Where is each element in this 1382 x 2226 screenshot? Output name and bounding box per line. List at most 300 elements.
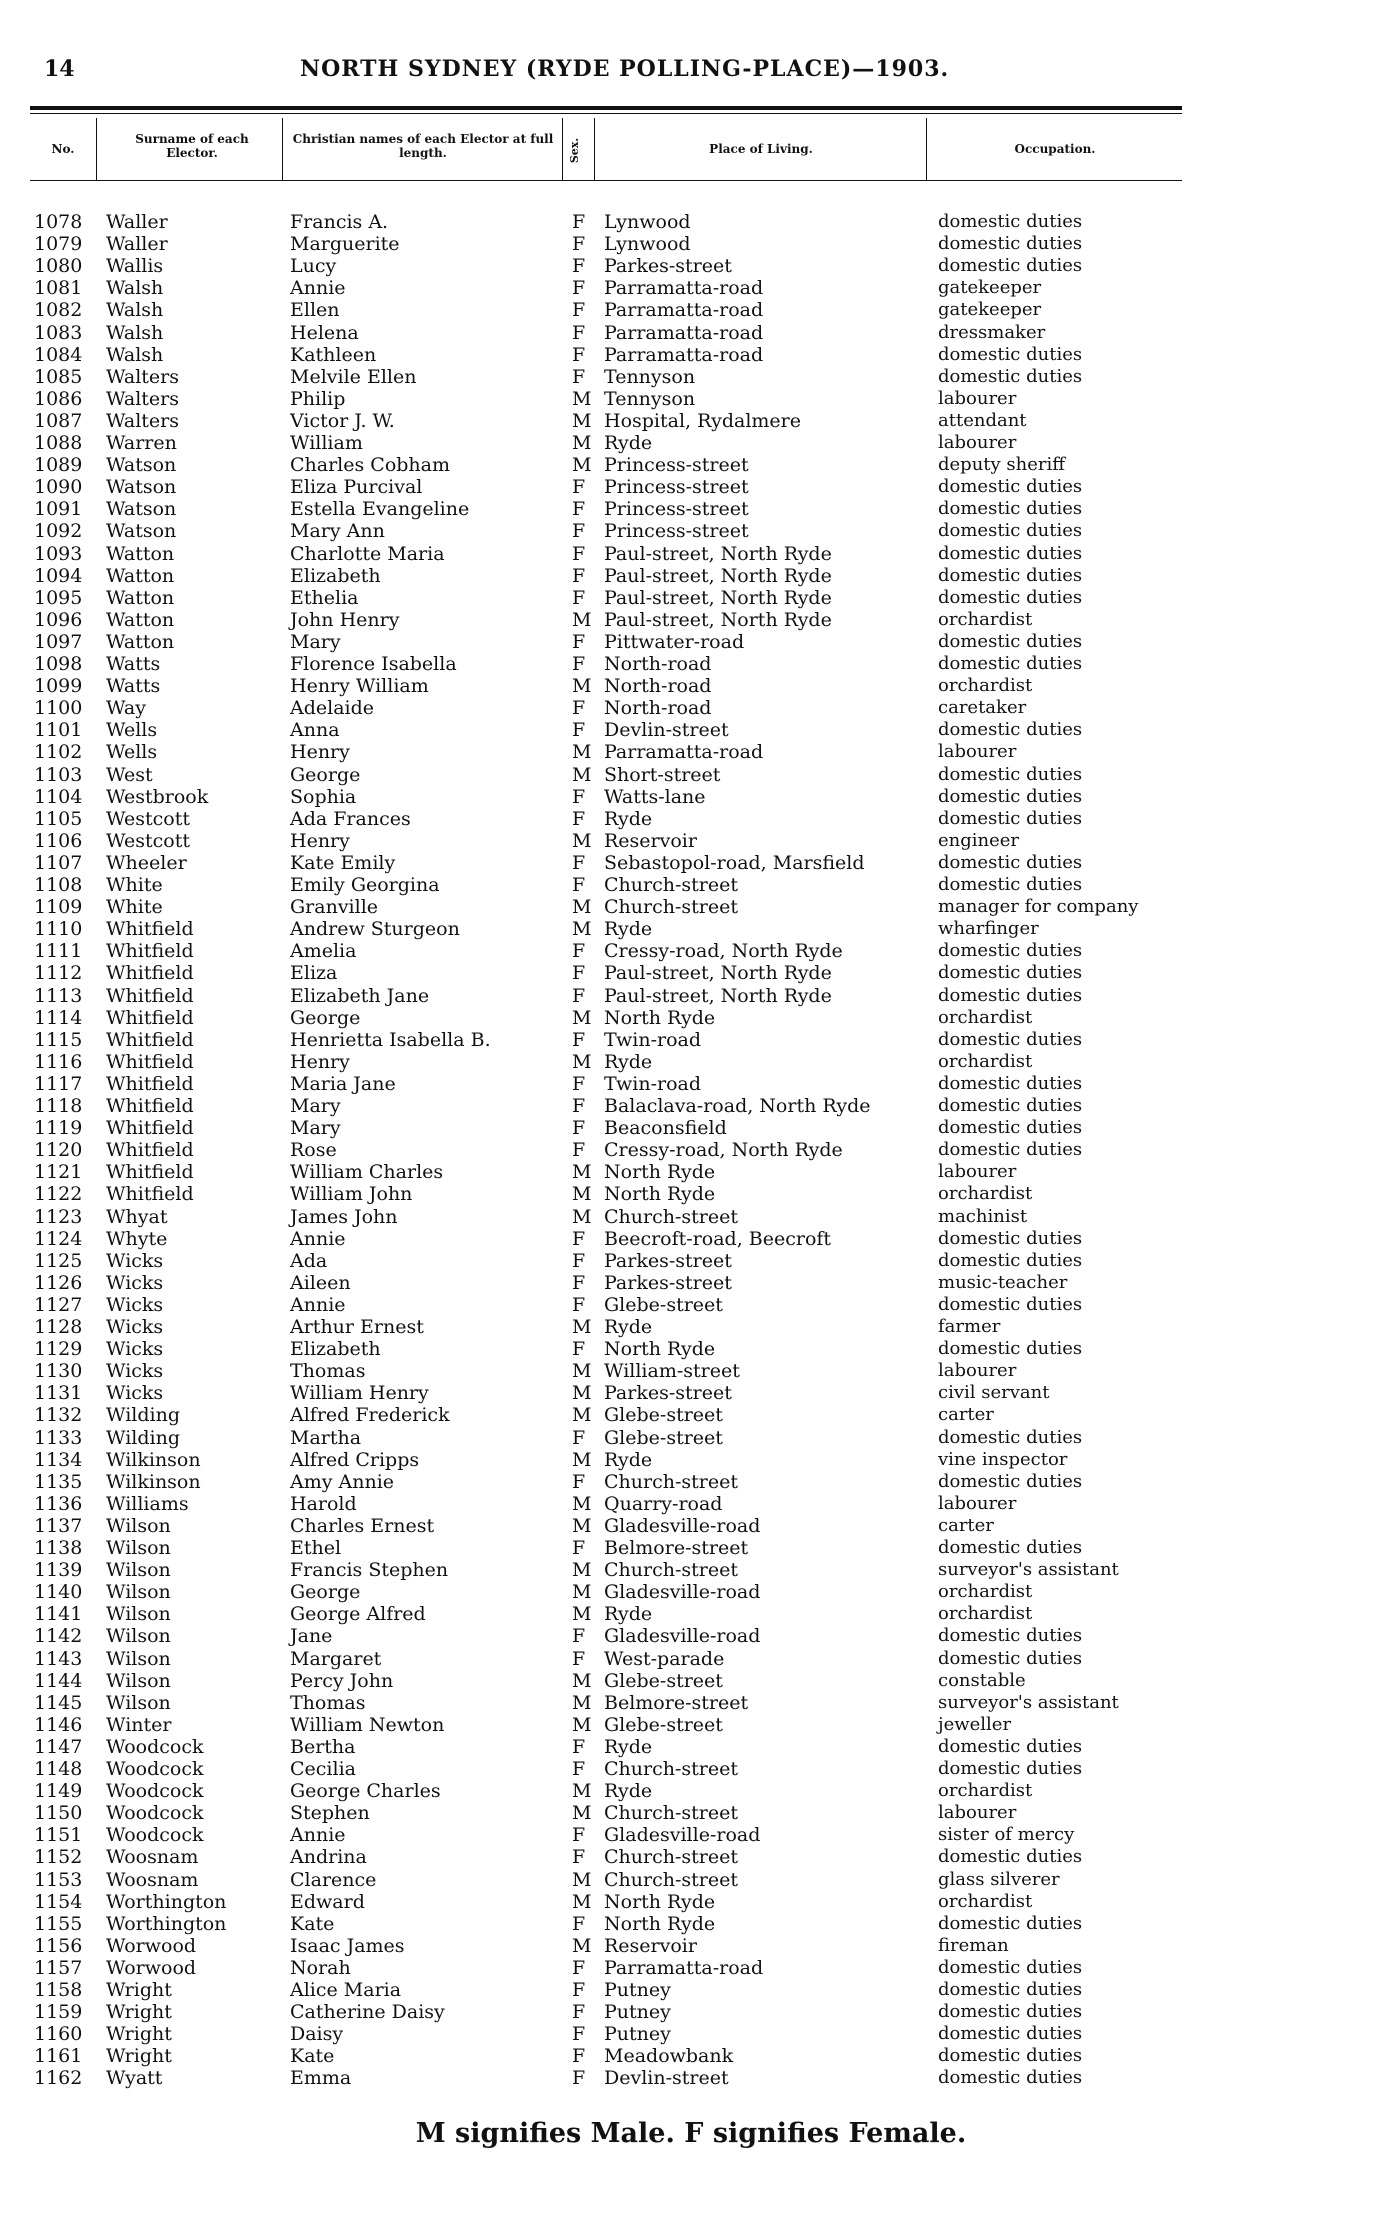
table-row — [0, 1670, 1382, 1692]
elector-number: 1112 — [34, 962, 83, 985]
elector-place: Glebe-street — [604, 1293, 723, 1316]
table-row — [0, 1493, 1382, 1515]
elector-sex: F — [572, 1735, 586, 1758]
elector-place: Devlin-street — [604, 719, 729, 742]
elector-occupation: domestic duties — [938, 542, 1083, 564]
elector-number: 1131 — [34, 1382, 83, 1405]
elector-number: 1138 — [34, 1537, 83, 1559]
elector-christian-names: Florence Isabella — [290, 653, 457, 675]
table-row — [0, 1095, 1382, 1117]
elector-number: 1080 — [34, 255, 83, 278]
elector-occupation: domestic duties — [938, 1537, 1083, 1558]
elector-christian-names: Alice Maria — [290, 1979, 402, 2001]
elector-christian-names: Percy John — [290, 1669, 394, 1692]
elector-place: North Ryde — [604, 1183, 716, 1206]
elector-number: 1111 — [34, 940, 83, 963]
elector-sex: F — [572, 1072, 586, 1095]
table-row — [0, 1404, 1382, 1426]
elector-occupation: domestic duties — [938, 1735, 1083, 1757]
elector-number: 1153 — [34, 1868, 83, 1891]
elector-surname: Whitfield — [106, 1117, 194, 1140]
elector-place: Gladesville-road — [604, 1625, 761, 1648]
elector-surname: Wallis — [106, 255, 164, 278]
table-row — [0, 1338, 1382, 1360]
elector-sex: F — [572, 962, 586, 985]
elector-number: 1100 — [34, 697, 83, 720]
table-row — [0, 1648, 1382, 1670]
column-divider — [926, 118, 927, 180]
table-row — [0, 277, 1382, 299]
elector-surname: White — [106, 896, 163, 919]
elector-surname: Worthington — [106, 1890, 227, 1913]
header-rule-thick — [30, 106, 1182, 110]
elector-occupation: orchardist — [938, 1581, 1033, 1603]
table-row — [0, 697, 1382, 719]
elector-number: 1146 — [34, 1713, 83, 1736]
elector-occupation: machinist — [938, 1205, 1028, 1227]
elector-occupation: domestic duties — [938, 785, 1083, 807]
elector-number: 1109 — [34, 896, 83, 919]
elector-place: Parramatta-road — [604, 277, 764, 300]
table-row — [0, 2023, 1382, 2045]
elector-christian-names: George Charles — [290, 1780, 441, 1803]
elector-place: Ryde — [604, 1448, 653, 1471]
elector-place: Paul-street, North Ryde — [604, 586, 832, 609]
elector-place: Ryde — [604, 918, 653, 941]
elector-surname: Westcott — [106, 829, 190, 852]
elector-number: 1098 — [34, 653, 83, 675]
elector-occupation: domestic duties — [938, 211, 1083, 232]
elector-occupation: domestic duties — [938, 630, 1083, 652]
elector-christian-names: William — [290, 432, 363, 454]
elector-occupation: domestic duties — [938, 1625, 1083, 1647]
elector-sex: F — [572, 476, 586, 499]
elector-sex: F — [572, 1139, 586, 1162]
table-row — [0, 1294, 1382, 1316]
elector-number: 1145 — [34, 1691, 83, 1714]
elector-number: 1081 — [34, 277, 83, 300]
elector-surname: Whitfield — [106, 1095, 194, 1117]
table-row — [0, 2001, 1382, 2023]
elector-occupation: glass silverer — [938, 1868, 1060, 1890]
elector-occupation: domestic duties — [938, 1846, 1083, 1868]
table-row — [0, 1802, 1382, 1824]
elector-number: 1157 — [34, 1956, 83, 1979]
elector-number: 1085 — [34, 365, 83, 388]
elector-surname: Worwood — [106, 1934, 197, 1957]
elector-sex: M — [572, 1050, 592, 1073]
elector-number: 1086 — [34, 387, 83, 410]
elector-number: 1117 — [34, 1072, 83, 1095]
elector-christian-names: Rose — [290, 1139, 337, 1162]
elector-sex: M — [572, 1890, 592, 1913]
table-row — [0, 1427, 1382, 1449]
elector-christian-names: Francis A. — [290, 211, 389, 233]
table-row — [0, 565, 1382, 587]
elector-occupation: domestic duties — [938, 1758, 1083, 1779]
elector-christian-names: John Henry — [290, 608, 400, 631]
elector-christian-names: Henry — [290, 1050, 350, 1073]
elector-surname: Wicks — [106, 1271, 164, 1294]
elector-sex: F — [572, 1625, 586, 1648]
elector-surname: Westcott — [106, 807, 190, 830]
elector-sex: F — [572, 1824, 586, 1847]
elector-sex: M — [572, 1514, 592, 1537]
elector-occupation: labourer — [938, 387, 1017, 409]
elector-surname: Watton — [106, 586, 175, 609]
elector-number: 1114 — [34, 1006, 83, 1029]
elector-sex: F — [572, 1758, 586, 1780]
elector-occupation: orchardist — [938, 1890, 1033, 1912]
elector-christian-names: Annie — [290, 1293, 346, 1316]
elector-sex: F — [572, 365, 586, 388]
elector-number: 1084 — [34, 343, 83, 366]
elector-sex: F — [572, 1293, 586, 1316]
elector-place: Paul-street, North Ryde — [604, 608, 832, 631]
elector-number: 1142 — [34, 1625, 83, 1648]
elector-christian-names: Anna — [290, 719, 340, 742]
elector-place: Princess-street — [604, 476, 749, 499]
elector-occupation: engineer — [938, 829, 1020, 851]
elector-number: 1126 — [34, 1271, 83, 1294]
elector-occupation: wharfinger — [938, 918, 1039, 940]
elector-sex: F — [572, 542, 586, 565]
elector-christian-names: Eliza — [290, 962, 338, 985]
elector-occupation: caretaker — [938, 697, 1027, 719]
elector-sex: F — [572, 1647, 586, 1670]
elector-number: 1135 — [34, 1470, 83, 1493]
table-row — [0, 1869, 1382, 1891]
elector-number: 1137 — [34, 1514, 83, 1537]
table-row — [0, 211, 1382, 233]
elector-surname: Wright — [106, 2001, 172, 2024]
elector-christian-names: Andrew Sturgeon — [290, 918, 460, 941]
elector-christian-names: Kate — [290, 2045, 335, 2068]
elector-christian-names: William Newton — [290, 1713, 445, 1736]
elector-place: Glebe-street — [604, 1713, 723, 1736]
elector-christian-names: Charlotte Maria — [290, 542, 445, 565]
elector-christian-names: Annie — [290, 277, 346, 300]
elector-surname: Wicks — [106, 1360, 164, 1383]
elector-surname: Wilding — [106, 1404, 180, 1427]
elector-occupation: domestic duties — [938, 255, 1083, 277]
elector-place: Devlin-street — [604, 2067, 729, 2090]
elector-occupation: domestic duties — [938, 520, 1083, 542]
elector-sex: F — [572, 1426, 586, 1449]
elector-occupation: labourer — [938, 1802, 1017, 1824]
elector-christian-names: Mary — [290, 1095, 341, 1117]
elector-number: 1156 — [34, 1934, 83, 1957]
table-row — [0, 1316, 1382, 1338]
elector-surname: Whitfield — [106, 1161, 194, 1184]
elector-surname: Wicks — [106, 1316, 164, 1338]
elector-place: Parramatta-road — [604, 343, 764, 366]
elector-christian-names: Martha — [290, 1426, 362, 1449]
elector-place: Church-street — [604, 1205, 738, 1228]
table-row — [0, 1736, 1382, 1758]
elector-place: Glebe-street — [604, 1404, 723, 1427]
elector-number: 1119 — [34, 1117, 83, 1140]
elector-christian-names: George Alfred — [290, 1603, 426, 1626]
elector-place: Church-street — [604, 896, 738, 919]
elector-number: 1129 — [34, 1338, 83, 1361]
elector-surname: Wells — [106, 719, 158, 742]
elector-christian-names: Arthur Ernest — [290, 1316, 424, 1338]
column-divider — [594, 118, 595, 180]
elector-sex: F — [572, 940, 586, 963]
elector-number: 1104 — [34, 785, 83, 808]
elector-sex: F — [572, 255, 586, 278]
table-row — [0, 366, 1382, 388]
elector-sex: M — [572, 1205, 592, 1228]
elector-surname: Wheeler — [106, 851, 187, 874]
elector-place: Parkes-street — [604, 1271, 732, 1294]
elector-surname: Walsh — [106, 321, 164, 344]
table-row — [0, 233, 1382, 255]
elector-number: 1139 — [34, 1559, 83, 1582]
elector-occupation: domestic duties — [938, 851, 1083, 873]
elector-surname: Walters — [106, 409, 179, 432]
elector-place: Reservoir — [604, 1934, 697, 1957]
elector-sex: M — [572, 1934, 592, 1957]
elector-sex: F — [572, 807, 586, 830]
elector-surname: Worwood — [106, 1956, 197, 1979]
table-row — [0, 1228, 1382, 1250]
table-row — [0, 1714, 1382, 1736]
elector-occupation: domestic duties — [938, 1956, 1083, 1978]
elector-sex: F — [572, 1095, 586, 1117]
elector-occupation: domestic duties — [938, 233, 1083, 255]
elector-surname: Whitfield — [106, 940, 194, 963]
elector-number: 1094 — [34, 564, 83, 587]
table-row — [0, 631, 1382, 653]
header-place: Place of Living. — [709, 142, 813, 156]
table-row — [0, 940, 1382, 962]
elector-christian-names: Philip — [290, 387, 346, 410]
elector-place: North Ryde — [604, 1338, 716, 1361]
elector-place: Church-street — [604, 1868, 738, 1891]
elector-occupation: domestic duties — [938, 1979, 1083, 2000]
elector-place: Parramatta-road — [604, 299, 764, 322]
table-row — [0, 476, 1382, 498]
elector-number: 1115 — [34, 1028, 83, 1051]
elector-place: Short-street — [604, 763, 721, 786]
elector-christian-names: Clarence — [290, 1868, 377, 1891]
elector-surname: Wilson — [106, 1581, 171, 1604]
elector-number: 1148 — [34, 1758, 83, 1780]
elector-occupation: domestic duties — [938, 1470, 1083, 1492]
header-rule-thin — [30, 113, 1182, 114]
elector-surname: Whyat — [106, 1205, 168, 1228]
elector-christian-names: Amelia — [290, 940, 357, 963]
elector-christian-names: Ethelia — [290, 586, 359, 609]
table-row — [0, 1360, 1382, 1382]
elector-place: North Ryde — [604, 1161, 716, 1184]
elector-sex: M — [572, 1382, 592, 1405]
elector-number: 1159 — [34, 2001, 83, 2024]
table-row — [0, 410, 1382, 432]
table-row — [0, 1692, 1382, 1714]
elector-christian-names: Eliza Purcival — [290, 476, 423, 499]
table-row — [0, 1537, 1382, 1559]
elector-occupation: orchardist — [938, 608, 1033, 630]
elector-place: William-street — [604, 1360, 740, 1383]
elector-surname: Walsh — [106, 343, 164, 366]
table-row — [0, 1161, 1382, 1183]
elector-place: Church-street — [604, 1846, 738, 1869]
elector-occupation: gatekeeper — [938, 299, 1042, 321]
elector-place: Cressy-road, North Ryde — [604, 940, 843, 963]
elector-occupation: domestic duties — [938, 1139, 1083, 1161]
elector-occupation: domestic duties — [938, 1117, 1083, 1139]
elector-number: 1150 — [34, 1802, 83, 1825]
table-row — [0, 1449, 1382, 1471]
elector-surname: Wilson — [106, 1514, 171, 1537]
elector-christian-names: Andrina — [290, 1846, 367, 1869]
elector-christian-names: Margaret — [290, 1647, 382, 1670]
page-number: 14 — [44, 56, 75, 82]
elector-sex: M — [572, 1161, 592, 1184]
elector-occupation: dressmaker — [938, 321, 1046, 343]
elector-surname: Waller — [106, 233, 168, 256]
elector-sex: F — [572, 520, 586, 543]
elector-number: 1149 — [34, 1780, 83, 1803]
elector-sex: F — [572, 1271, 586, 1294]
elector-place: Ryde — [604, 1780, 653, 1803]
elector-occupation: gatekeeper — [938, 277, 1042, 299]
elector-number: 1082 — [34, 299, 83, 322]
elector-sex: F — [572, 277, 586, 300]
elector-occupation: vine inspector — [938, 1448, 1068, 1470]
elector-christian-names: Adelaide — [290, 697, 375, 720]
elector-christian-names: Jane — [290, 1625, 333, 1648]
elector-sex: M — [572, 1360, 592, 1383]
elector-number: 1155 — [34, 1912, 83, 1935]
elector-sex: M — [572, 918, 592, 941]
elector-number: 1095 — [34, 586, 83, 609]
table-row — [0, 432, 1382, 454]
elector-place: North Ryde — [604, 1006, 716, 1029]
elector-surname: Whitfield — [106, 962, 194, 985]
table-row — [0, 653, 1382, 675]
elector-surname: Watts — [106, 675, 161, 698]
elector-christian-names: George — [290, 1581, 361, 1604]
elector-sex: F — [572, 1227, 586, 1250]
elector-occupation: orchardist — [938, 1183, 1033, 1205]
elector-christian-names: Melvile Ellen — [290, 365, 417, 388]
elector-surname: Whyte — [106, 1227, 168, 1250]
elector-surname: Whitfield — [106, 1050, 194, 1073]
table-row — [0, 1515, 1382, 1537]
elector-christian-names: Mary — [290, 630, 341, 653]
elector-surname: Wilson — [106, 1691, 171, 1714]
header-surname: Surname of each Elector. — [135, 132, 249, 160]
header-occupation: Occupation. — [1014, 142, 1096, 156]
elector-sex: F — [572, 233, 586, 256]
elector-place: Parramatta-road — [604, 1956, 764, 1979]
elector-occupation: domestic duties — [938, 1647, 1083, 1669]
table-row — [0, 1824, 1382, 1846]
elector-christian-names: Kate Emily — [290, 851, 396, 874]
elector-number: 1108 — [34, 874, 83, 896]
elector-christian-names: Harold — [290, 1492, 357, 1515]
elector-occupation: orchardist — [938, 1603, 1033, 1625]
elector-place: Glebe-street — [604, 1426, 723, 1449]
elector-surname: Walsh — [106, 299, 164, 322]
elector-place: Sebastopol-road, Marsfield — [604, 851, 865, 874]
elector-sex: F — [572, 719, 586, 742]
table-row — [0, 786, 1382, 808]
table-row — [0, 1007, 1382, 1029]
table-row — [0, 1780, 1382, 1802]
elector-number: 1140 — [34, 1581, 83, 1604]
elector-christian-names: Charles Cobham — [290, 454, 451, 477]
elector-surname: Walters — [106, 387, 179, 410]
elector-place: North-road — [604, 653, 712, 675]
elector-sex: F — [572, 785, 586, 808]
elector-occupation: domestic duties — [938, 476, 1083, 498]
elector-place: Belmore-street — [604, 1537, 749, 1559]
elector-number: 1120 — [34, 1139, 83, 1162]
table-row — [0, 962, 1382, 984]
elector-place: Cressy-road, North Ryde — [604, 1139, 843, 1162]
table-row — [0, 1603, 1382, 1625]
elector-occupation: domestic duties — [938, 1028, 1083, 1050]
elector-surname: Whitfield — [106, 1006, 194, 1029]
elector-occupation: labourer — [938, 1360, 1017, 1382]
elector-christian-names: Elizabeth — [290, 564, 381, 587]
elector-sex: M — [572, 454, 592, 477]
elector-number: 1078 — [34, 211, 83, 233]
elector-surname: Way — [106, 697, 146, 720]
elector-number: 1125 — [34, 1249, 83, 1272]
elector-sex: F — [572, 1537, 586, 1559]
elector-sex: M — [572, 1183, 592, 1206]
elector-sex: F — [572, 498, 586, 521]
elector-surname: Wilson — [106, 1647, 171, 1670]
elector-surname: Watton — [106, 608, 175, 631]
elector-occupation: orchardist — [938, 1006, 1033, 1028]
elector-christian-names: Estella Evangeline — [290, 498, 470, 521]
elector-place: North Ryde — [604, 1912, 716, 1935]
table-row — [0, 1846, 1382, 1868]
elector-sex: M — [572, 1492, 592, 1515]
elector-number: 1134 — [34, 1448, 83, 1471]
elector-sex: M — [572, 1448, 592, 1471]
elector-occupation: labourer — [938, 1161, 1017, 1183]
elector-place: Pittwater-road — [604, 630, 745, 653]
elector-surname: Watton — [106, 542, 175, 565]
elector-occupation: domestic duties — [938, 1338, 1083, 1360]
table-row — [0, 1625, 1382, 1647]
elector-sex: F — [572, 2001, 586, 2024]
elector-number: 1128 — [34, 1316, 83, 1338]
table-row — [0, 1471, 1382, 1493]
elector-number: 1161 — [34, 2045, 83, 2068]
elector-sex: F — [572, 564, 586, 587]
elector-surname: Worthington — [106, 1912, 227, 1935]
elector-occupation: orchardist — [938, 1780, 1033, 1802]
elector-occupation: labourer — [938, 432, 1017, 453]
elector-place: Lynwood — [604, 233, 691, 256]
elector-number: 1147 — [34, 1735, 83, 1758]
elector-sex: M — [572, 829, 592, 852]
table-row — [0, 1206, 1382, 1228]
elector-christian-names: Kate — [290, 1912, 335, 1935]
elector-number: 1160 — [34, 2023, 83, 2046]
table-row — [0, 543, 1382, 565]
elector-place: Ryde — [604, 1603, 653, 1626]
